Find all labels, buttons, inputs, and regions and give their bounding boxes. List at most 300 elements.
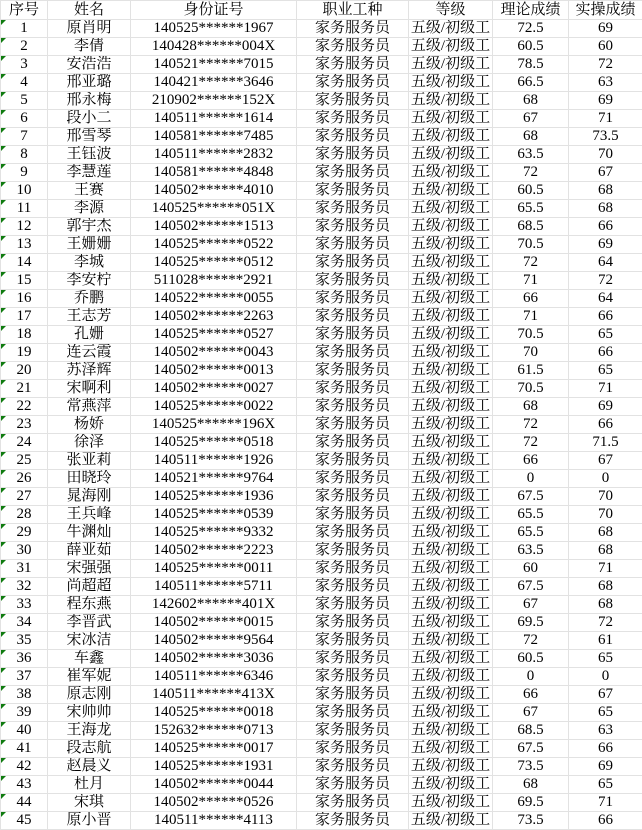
cell-level[interactable]: 五级/初级工: [409, 434, 493, 452]
cell-theory[interactable]: 66: [493, 452, 569, 470]
cell-practical[interactable]: 0: [569, 470, 642, 488]
cell-name[interactable]: 赵晨义: [48, 758, 131, 776]
cell-id[interactable]: 511028******2921: [131, 272, 297, 290]
cell-no[interactable]: 29: [1, 524, 48, 542]
cell-theory[interactable]: 63.5: [493, 542, 569, 560]
cell-name[interactable]: 宋帅帅: [48, 704, 131, 722]
cell-practical[interactable]: 65: [569, 776, 642, 794]
cell-practical[interactable]: 67: [569, 164, 642, 182]
cell-name[interactable]: 宋啊利: [48, 380, 131, 398]
cell-id[interactable]: 140525******1936: [131, 488, 297, 506]
cell-level[interactable]: 五级/初级工: [409, 344, 493, 362]
cell-no[interactable]: 1: [1, 20, 48, 38]
cell-theory[interactable]: 68: [493, 398, 569, 416]
cell-job[interactable]: 家务服务员: [297, 560, 409, 578]
cell-id[interactable]: 140525******1967: [131, 20, 297, 38]
cell-practical[interactable]: 71: [569, 560, 642, 578]
cell-id[interactable]: 140421******3646: [131, 74, 297, 92]
cell-id[interactable]: 140525******051X: [131, 200, 297, 218]
cell-practical[interactable]: 61: [569, 632, 642, 650]
cell-practical[interactable]: 66: [569, 416, 642, 434]
cell-job[interactable]: 家务服务员: [297, 488, 409, 506]
cell-level[interactable]: 五级/初级工: [409, 560, 493, 578]
cell-theory[interactable]: 70.5: [493, 326, 569, 344]
cell-id[interactable]: 140502******4010: [131, 182, 297, 200]
cell-name[interactable]: 原志刚: [48, 686, 131, 704]
cell-level[interactable]: 五级/初级工: [409, 362, 493, 380]
cell-job[interactable]: 家务服务员: [297, 254, 409, 272]
cell-name[interactable]: 李城: [48, 254, 131, 272]
cell-theory[interactable]: 72: [493, 416, 569, 434]
cell-name[interactable]: 牛渊灿: [48, 524, 131, 542]
cell-no[interactable]: 34: [1, 614, 48, 632]
cell-id[interactable]: 140502******0044: [131, 776, 297, 794]
cell-theory[interactable]: 72: [493, 632, 569, 650]
cell-name[interactable]: 邢亚璐: [48, 74, 131, 92]
cell-id[interactable]: 140511******2832: [131, 146, 297, 164]
cell-id[interactable]: 140502******1513: [131, 218, 297, 236]
cell-name[interactable]: 王赛: [48, 182, 131, 200]
cell-theory[interactable]: 71: [493, 308, 569, 326]
cell-job[interactable]: 家务服务员: [297, 218, 409, 236]
cell-practical[interactable]: 69: [569, 236, 642, 254]
cell-job[interactable]: 家务服务员: [297, 380, 409, 398]
cell-theory[interactable]: 60: [493, 560, 569, 578]
cell-name[interactable]: 段小二: [48, 110, 131, 128]
cell-theory[interactable]: 66: [493, 290, 569, 308]
cell-job[interactable]: 家务服务员: [297, 794, 409, 812]
cell-practical[interactable]: 69: [569, 398, 642, 416]
cell-practical[interactable]: 67: [569, 452, 642, 470]
cell-level[interactable]: 五级/初级工: [409, 182, 493, 200]
cell-practical[interactable]: 66: [569, 308, 642, 326]
cell-theory[interactable]: 65.5: [493, 200, 569, 218]
cell-no[interactable]: 42: [1, 758, 48, 776]
cell-no[interactable]: 15: [1, 272, 48, 290]
cell-name[interactable]: 杨娇: [48, 416, 131, 434]
cell-theory[interactable]: 67: [493, 596, 569, 614]
cell-name[interactable]: 乔鹏: [48, 290, 131, 308]
cell-job[interactable]: 家务服务员: [297, 272, 409, 290]
cell-job[interactable]: 家务服务员: [297, 776, 409, 794]
cell-id[interactable]: 140511******5711: [131, 578, 297, 596]
cell-job[interactable]: 家务服务员: [297, 398, 409, 416]
cell-name[interactable]: 孔姗: [48, 326, 131, 344]
cell-level[interactable]: 五级/初级工: [409, 164, 493, 182]
cell-name[interactable]: 张亚莉: [48, 452, 131, 470]
column-header-id[interactable]: 身份证号: [131, 1, 297, 20]
cell-theory[interactable]: 67.5: [493, 488, 569, 506]
cell-practical[interactable]: 72: [569, 272, 642, 290]
cell-no[interactable]: 30: [1, 542, 48, 560]
cell-practical[interactable]: 70: [569, 506, 642, 524]
cell-job[interactable]: 家务服务员: [297, 596, 409, 614]
cell-no[interactable]: 10: [1, 182, 48, 200]
cell-job[interactable]: 家务服务员: [297, 650, 409, 668]
cell-no[interactable]: 19: [1, 344, 48, 362]
cell-practical[interactable]: 65: [569, 362, 642, 380]
cell-theory[interactable]: 63.5: [493, 146, 569, 164]
cell-job[interactable]: 家务服务员: [297, 416, 409, 434]
cell-theory[interactable]: 71: [493, 272, 569, 290]
cell-name[interactable]: 王海龙: [48, 722, 131, 740]
cell-practical[interactable]: 69: [569, 20, 642, 38]
cell-level[interactable]: 五级/初级工: [409, 686, 493, 704]
cell-id[interactable]: 140511******1926: [131, 452, 297, 470]
cell-name[interactable]: 杜月: [48, 776, 131, 794]
cell-practical[interactable]: 70: [569, 488, 642, 506]
cell-theory[interactable]: 72.5: [493, 20, 569, 38]
cell-name[interactable]: 李安柠: [48, 272, 131, 290]
column-header-name[interactable]: 姓名: [48, 1, 131, 20]
cell-name[interactable]: 田晓玲: [48, 470, 131, 488]
cell-id[interactable]: 140502******0027: [131, 380, 297, 398]
cell-no[interactable]: 33: [1, 596, 48, 614]
cell-id[interactable]: 140525******0518: [131, 434, 297, 452]
cell-name[interactable]: 安浩浩: [48, 56, 131, 74]
cell-practical[interactable]: 67: [569, 686, 642, 704]
cell-theory[interactable]: 69.5: [493, 794, 569, 812]
cell-theory[interactable]: 61.5: [493, 362, 569, 380]
cell-practical[interactable]: 64: [569, 254, 642, 272]
cell-id[interactable]: 140502******0043: [131, 344, 297, 362]
cell-practical[interactable]: 63: [569, 74, 642, 92]
cell-no[interactable]: 39: [1, 704, 48, 722]
cell-level[interactable]: 五级/初级工: [409, 632, 493, 650]
cell-no[interactable]: 38: [1, 686, 48, 704]
cell-no[interactable]: 7: [1, 128, 48, 146]
cell-id[interactable]: 140581******4848: [131, 164, 297, 182]
cell-no[interactable]: 20: [1, 362, 48, 380]
cell-id[interactable]: 140511******1614: [131, 110, 297, 128]
cell-level[interactable]: 五级/初级工: [409, 380, 493, 398]
cell-no[interactable]: 23: [1, 416, 48, 434]
cell-id[interactable]: 140522******0055: [131, 290, 297, 308]
cell-theory[interactable]: 72: [493, 434, 569, 452]
cell-no[interactable]: 28: [1, 506, 48, 524]
cell-no[interactable]: 9: [1, 164, 48, 182]
cell-practical[interactable]: 71.5: [569, 434, 642, 452]
cell-theory[interactable]: 60.5: [493, 182, 569, 200]
cell-level[interactable]: 五级/初级工: [409, 272, 493, 290]
cell-name[interactable]: 王志芳: [48, 308, 131, 326]
cell-id[interactable]: 140525******0539: [131, 506, 297, 524]
cell-theory[interactable]: 70.5: [493, 380, 569, 398]
cell-theory[interactable]: 60.5: [493, 650, 569, 668]
cell-no[interactable]: 25: [1, 452, 48, 470]
cell-name[interactable]: 晁海刚: [48, 488, 131, 506]
cell-practical[interactable]: 66: [569, 218, 642, 236]
cell-job[interactable]: 家务服务员: [297, 812, 409, 830]
cell-job[interactable]: 家务服务员: [297, 542, 409, 560]
cell-name[interactable]: 崔军妮: [48, 668, 131, 686]
cell-no[interactable]: 17: [1, 308, 48, 326]
cell-level[interactable]: 五级/初级工: [409, 92, 493, 110]
cell-no[interactable]: 32: [1, 578, 48, 596]
cell-theory[interactable]: 70.5: [493, 236, 569, 254]
cell-level[interactable]: 五级/初级工: [409, 740, 493, 758]
cell-no[interactable]: 21: [1, 380, 48, 398]
cell-no[interactable]: 2: [1, 38, 48, 56]
cell-name[interactable]: 王钰波: [48, 146, 131, 164]
cell-level[interactable]: 五级/初级工: [409, 452, 493, 470]
cell-theory[interactable]: 73.5: [493, 758, 569, 776]
cell-job[interactable]: 家务服务员: [297, 452, 409, 470]
cell-level[interactable]: 五级/初级工: [409, 56, 493, 74]
cell-practical[interactable]: 71: [569, 794, 642, 812]
cell-practical[interactable]: 69: [569, 92, 642, 110]
cell-no[interactable]: 35: [1, 632, 48, 650]
cell-level[interactable]: 五级/初级工: [409, 398, 493, 416]
cell-theory[interactable]: 68.5: [493, 722, 569, 740]
cell-name[interactable]: 车鑫: [48, 650, 131, 668]
cell-name[interactable]: 邢永梅: [48, 92, 131, 110]
cell-job[interactable]: 家务服务员: [297, 722, 409, 740]
cell-no[interactable]: 27: [1, 488, 48, 506]
cell-job[interactable]: 家务服务员: [297, 614, 409, 632]
cell-theory[interactable]: 72: [493, 164, 569, 182]
cell-job[interactable]: 家务服务员: [297, 164, 409, 182]
cell-id[interactable]: 140525******1931: [131, 758, 297, 776]
cell-id[interactable]: 142602******401X: [131, 596, 297, 614]
cell-job[interactable]: 家务服务员: [297, 362, 409, 380]
cell-level[interactable]: 五级/初级工: [409, 128, 493, 146]
cell-id[interactable]: 140502******2223: [131, 542, 297, 560]
cell-job[interactable]: 家务服务员: [297, 74, 409, 92]
cell-id[interactable]: 140502******2263: [131, 308, 297, 326]
column-header-theory[interactable]: 理论成绩: [493, 1, 569, 20]
cell-level[interactable]: 五级/初级工: [409, 308, 493, 326]
cell-job[interactable]: 家务服务员: [297, 128, 409, 146]
cell-name[interactable]: 尚超超: [48, 578, 131, 596]
cell-level[interactable]: 五级/初级工: [409, 326, 493, 344]
cell-job[interactable]: 家务服务员: [297, 632, 409, 650]
cell-name[interactable]: 李慧莲: [48, 164, 131, 182]
cell-name[interactable]: 宋琪: [48, 794, 131, 812]
cell-no[interactable]: 11: [1, 200, 48, 218]
cell-level[interactable]: 五级/初级工: [409, 416, 493, 434]
cell-no[interactable]: 45: [1, 812, 48, 830]
cell-id[interactable]: 140511******6346: [131, 668, 297, 686]
cell-no[interactable]: 24: [1, 434, 48, 452]
cell-practical[interactable]: 63: [569, 722, 642, 740]
cell-theory[interactable]: 60.5: [493, 38, 569, 56]
cell-job[interactable]: 家务服务员: [297, 740, 409, 758]
cell-level[interactable]: 五级/初级工: [409, 722, 493, 740]
cell-id[interactable]: 140525******9332: [131, 524, 297, 542]
cell-id[interactable]: 140511******4113: [131, 812, 297, 830]
cell-level[interactable]: 五级/初级工: [409, 20, 493, 38]
cell-practical[interactable]: 68: [569, 200, 642, 218]
cell-level[interactable]: 五级/初级工: [409, 254, 493, 272]
column-header-no[interactable]: 序号: [1, 1, 48, 20]
cell-id[interactable]: 140525******0017: [131, 740, 297, 758]
cell-job[interactable]: 家务服务员: [297, 506, 409, 524]
cell-level[interactable]: 五级/初级工: [409, 614, 493, 632]
cell-name[interactable]: 李倩: [48, 38, 131, 56]
cell-id[interactable]: 140525******0522: [131, 236, 297, 254]
cell-practical[interactable]: 68: [569, 542, 642, 560]
cell-id[interactable]: 152632******0713: [131, 722, 297, 740]
cell-job[interactable]: 家务服务员: [297, 668, 409, 686]
cell-level[interactable]: 五级/初级工: [409, 74, 493, 92]
cell-level[interactable]: 五级/初级工: [409, 200, 493, 218]
cell-job[interactable]: 家务服务员: [297, 308, 409, 326]
column-header-level[interactable]: 等级: [409, 1, 493, 20]
cell-id[interactable]: 140525******0022: [131, 398, 297, 416]
cell-no[interactable]: 5: [1, 92, 48, 110]
cell-level[interactable]: 五级/初级工: [409, 794, 493, 812]
cell-practical[interactable]: 66: [569, 344, 642, 362]
cell-name[interactable]: 李源: [48, 200, 131, 218]
cell-id[interactable]: 140502******3036: [131, 650, 297, 668]
cell-level[interactable]: 五级/初级工: [409, 596, 493, 614]
cell-level[interactable]: 五级/初级工: [409, 812, 493, 830]
cell-id[interactable]: 140428******004X: [131, 38, 297, 56]
cell-no[interactable]: 6: [1, 110, 48, 128]
cell-id[interactable]: 140581******7485: [131, 128, 297, 146]
cell-practical[interactable]: 68: [569, 596, 642, 614]
cell-level[interactable]: 五级/初级工: [409, 146, 493, 164]
cell-no[interactable]: 22: [1, 398, 48, 416]
cell-id[interactable]: 140521******7015: [131, 56, 297, 74]
cell-theory[interactable]: 66: [493, 686, 569, 704]
cell-no[interactable]: 36: [1, 650, 48, 668]
cell-theory[interactable]: 68: [493, 776, 569, 794]
cell-theory[interactable]: 67: [493, 704, 569, 722]
cell-level[interactable]: 五级/初级工: [409, 668, 493, 686]
cell-practical[interactable]: 64: [569, 290, 642, 308]
cell-practical[interactable]: 71: [569, 380, 642, 398]
cell-no[interactable]: 14: [1, 254, 48, 272]
cell-practical[interactable]: 68: [569, 524, 642, 542]
cell-no[interactable]: 44: [1, 794, 48, 812]
cell-no[interactable]: 37: [1, 668, 48, 686]
cell-practical[interactable]: 68: [569, 578, 642, 596]
cell-level[interactable]: 五级/初级工: [409, 524, 493, 542]
cell-theory[interactable]: 69.5: [493, 614, 569, 632]
cell-practical[interactable]: 65: [569, 326, 642, 344]
cell-no[interactable]: 8: [1, 146, 48, 164]
cell-level[interactable]: 五级/初级工: [409, 290, 493, 308]
cell-level[interactable]: 五级/初级工: [409, 506, 493, 524]
cell-level[interactable]: 五级/初级工: [409, 236, 493, 254]
cell-level[interactable]: 五级/初级工: [409, 542, 493, 560]
cell-id[interactable]: 140525******196X: [131, 416, 297, 434]
cell-no[interactable]: 12: [1, 218, 48, 236]
cell-practical[interactable]: 65: [569, 650, 642, 668]
cell-no[interactable]: 41: [1, 740, 48, 758]
cell-theory[interactable]: 67: [493, 110, 569, 128]
cell-practical[interactable]: 68: [569, 182, 642, 200]
cell-id[interactable]: 140502******0015: [131, 614, 297, 632]
cell-practical[interactable]: 70: [569, 146, 642, 164]
cell-id[interactable]: 140525******0011: [131, 560, 297, 578]
cell-name[interactable]: 常燕萍: [48, 398, 131, 416]
cell-theory[interactable]: 65.5: [493, 506, 569, 524]
cell-no[interactable]: 4: [1, 74, 48, 92]
cell-id[interactable]: 140511******413X: [131, 686, 297, 704]
cell-theory[interactable]: 68.5: [493, 218, 569, 236]
column-header-job[interactable]: 职业工种: [297, 1, 409, 20]
cell-name[interactable]: 宋强强: [48, 560, 131, 578]
cell-theory[interactable]: 68: [493, 92, 569, 110]
cell-no[interactable]: 31: [1, 560, 48, 578]
cell-id[interactable]: 140521******9764: [131, 470, 297, 488]
cell-job[interactable]: 家务服务员: [297, 20, 409, 38]
cell-level[interactable]: 五级/初级工: [409, 488, 493, 506]
cell-job[interactable]: 家务服务员: [297, 146, 409, 164]
cell-no[interactable]: 16: [1, 290, 48, 308]
cell-job[interactable]: 家务服务员: [297, 200, 409, 218]
cell-job[interactable]: 家务服务员: [297, 578, 409, 596]
cell-practical[interactable]: 73.5: [569, 128, 642, 146]
cell-name[interactable]: 原肖明: [48, 20, 131, 38]
cell-practical[interactable]: 66: [569, 812, 642, 830]
cell-job[interactable]: 家务服务员: [297, 290, 409, 308]
cell-name[interactable]: 王兵峰: [48, 506, 131, 524]
cell-job[interactable]: 家务服务员: [297, 758, 409, 776]
cell-name[interactable]: 薛亚茹: [48, 542, 131, 560]
cell-no[interactable]: 40: [1, 722, 48, 740]
cell-level[interactable]: 五级/初级工: [409, 758, 493, 776]
cell-practical[interactable]: 72: [569, 614, 642, 632]
cell-job[interactable]: 家务服务员: [297, 56, 409, 74]
cell-id[interactable]: 140502******9564: [131, 632, 297, 650]
cell-id[interactable]: 140525******0512: [131, 254, 297, 272]
cell-theory[interactable]: 68: [493, 128, 569, 146]
cell-level[interactable]: 五级/初级工: [409, 110, 493, 128]
cell-name[interactable]: 程东燕: [48, 596, 131, 614]
cell-theory[interactable]: 0: [493, 470, 569, 488]
cell-job[interactable]: 家务服务员: [297, 236, 409, 254]
cell-name[interactable]: 段志航: [48, 740, 131, 758]
column-header-practical[interactable]: 实操成绩: [569, 1, 642, 20]
cell-name[interactable]: 邢雪琴: [48, 128, 131, 146]
cell-practical[interactable]: 0: [569, 668, 642, 686]
cell-id[interactable]: 140502******0526: [131, 794, 297, 812]
cell-practical[interactable]: 66: [569, 740, 642, 758]
cell-job[interactable]: 家务服务员: [297, 434, 409, 452]
cell-name[interactable]: 李晋武: [48, 614, 131, 632]
cell-job[interactable]: 家务服务员: [297, 92, 409, 110]
cell-id[interactable]: 210902******152X: [131, 92, 297, 110]
cell-job[interactable]: 家务服务员: [297, 344, 409, 362]
cell-name[interactable]: 宋冰洁: [48, 632, 131, 650]
cell-theory[interactable]: 73.5: [493, 812, 569, 830]
cell-no[interactable]: 3: [1, 56, 48, 74]
cell-name[interactable]: 苏泽辉: [48, 362, 131, 380]
cell-name[interactable]: 连云霞: [48, 344, 131, 362]
cell-theory[interactable]: 66.5: [493, 74, 569, 92]
cell-level[interactable]: 五级/初级工: [409, 776, 493, 794]
cell-no[interactable]: 26: [1, 470, 48, 488]
cell-theory[interactable]: 0: [493, 668, 569, 686]
cell-name[interactable]: 原小晋: [48, 812, 131, 830]
cell-job[interactable]: 家务服务员: [297, 524, 409, 542]
cell-theory[interactable]: 65.5: [493, 524, 569, 542]
cell-job[interactable]: 家务服务员: [297, 182, 409, 200]
cell-job[interactable]: 家务服务员: [297, 704, 409, 722]
cell-level[interactable]: 五级/初级工: [409, 704, 493, 722]
cell-theory[interactable]: 70: [493, 344, 569, 362]
cell-name[interactable]: 徐泽: [48, 434, 131, 452]
cell-practical[interactable]: 69: [569, 758, 642, 776]
cell-no[interactable]: 43: [1, 776, 48, 794]
cell-id[interactable]: 140502******0013: [131, 362, 297, 380]
cell-practical[interactable]: 71: [569, 110, 642, 128]
cell-level[interactable]: 五级/初级工: [409, 650, 493, 668]
